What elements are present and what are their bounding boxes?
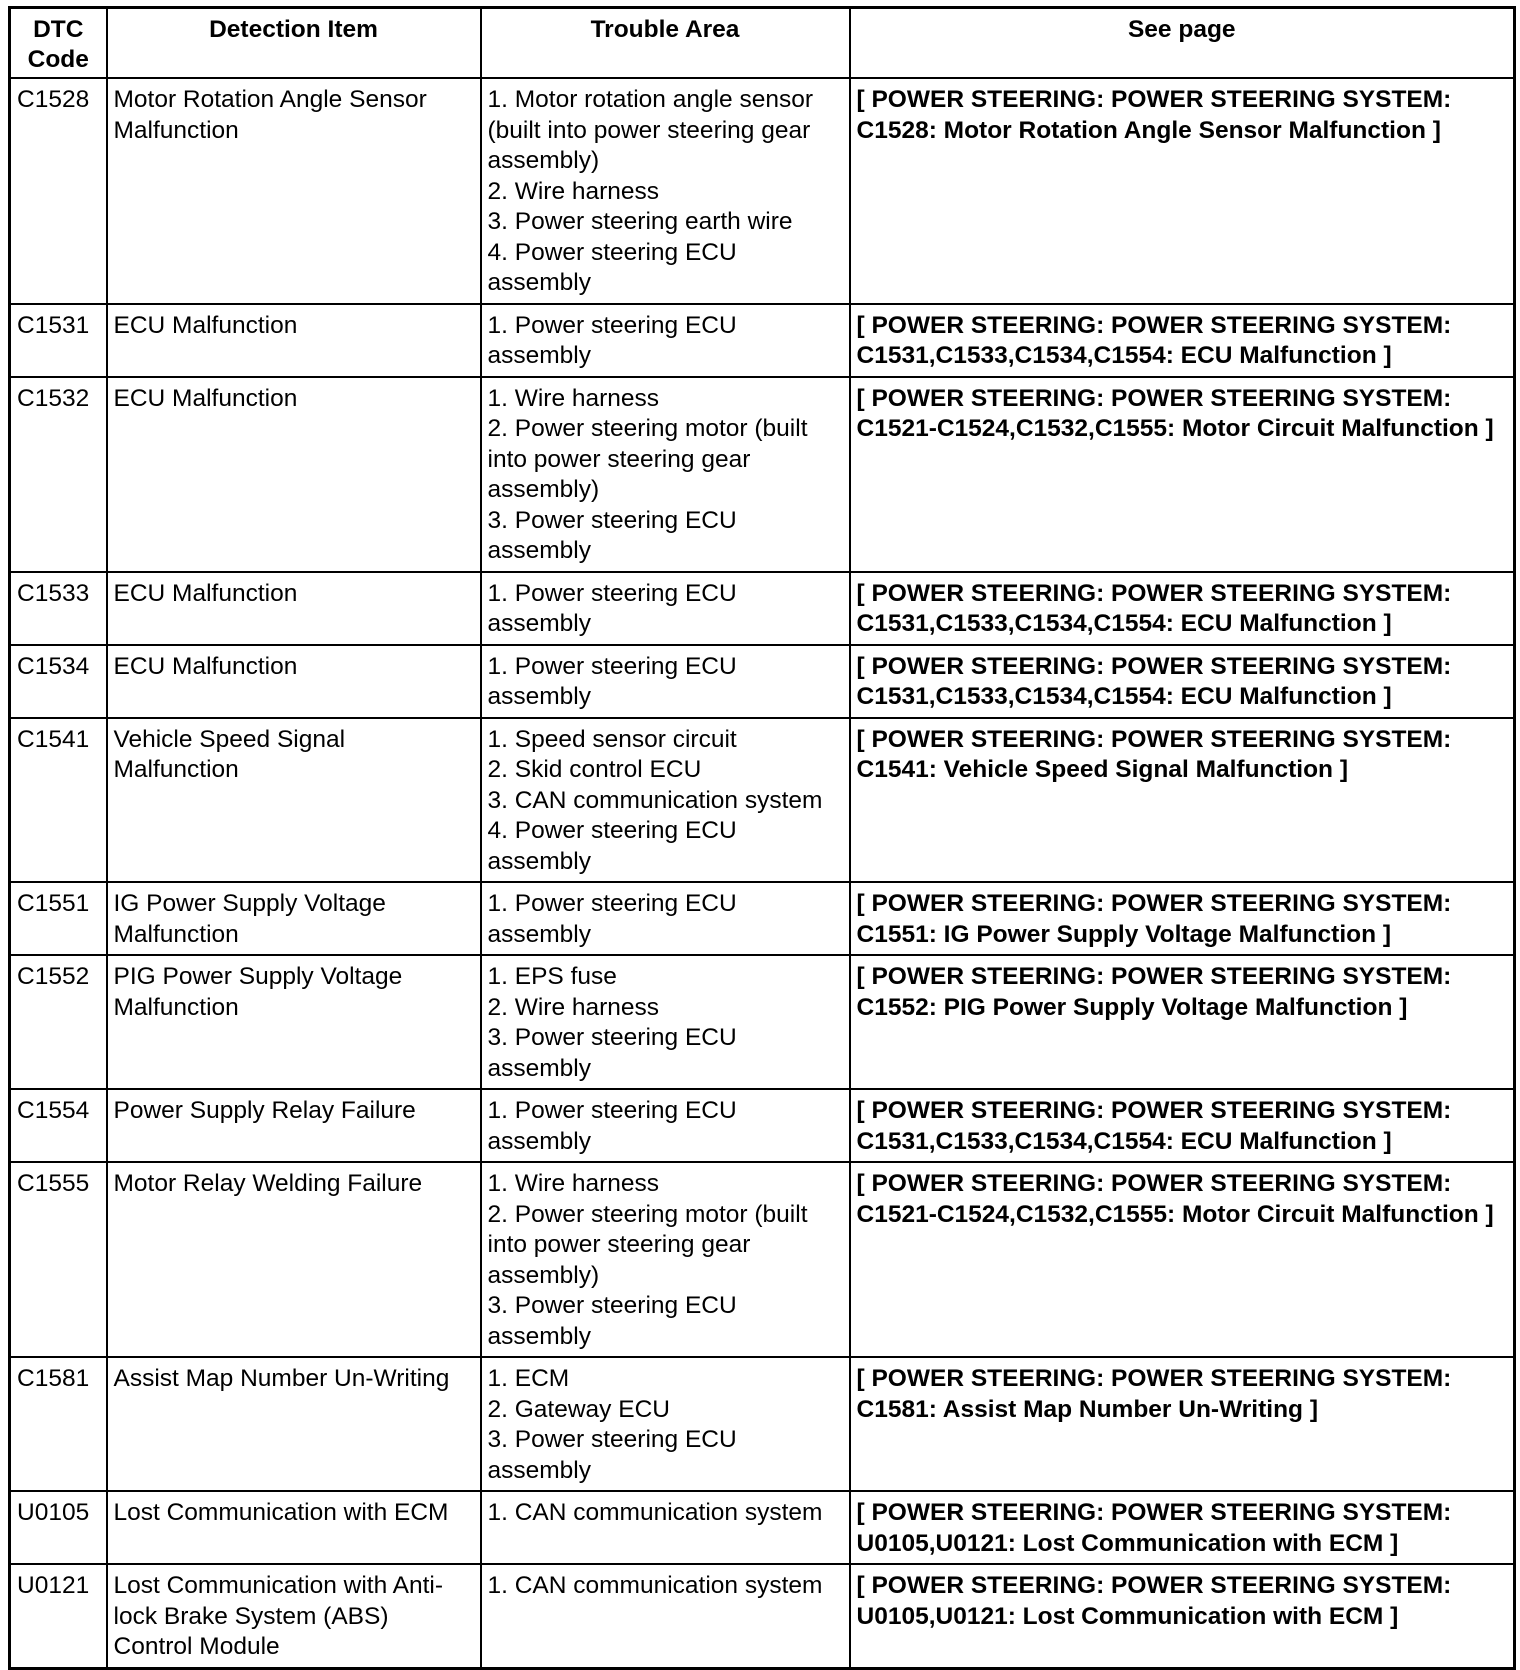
trouble-area-cell	[481, 78, 850, 304]
trouble-area-item: 1. Wire harness	[487, 1170, 660, 1197]
trouble-area-item: 3. Power steering ECU assembly	[487, 506, 737, 564]
detection-item-cell: Lost Communication with ECM	[107, 1491, 481, 1564]
trouble-area-cell	[481, 1564, 850, 1668]
trouble-area-item: 1. Power steering ECU assembly	[487, 1097, 737, 1155]
dtc-code-cell: C1528	[10, 78, 107, 304]
dtc-code-cell: C1552	[10, 955, 107, 1089]
trouble-area-item: 4. Power steering ECU assembly	[487, 238, 737, 296]
trouble-area-cell	[481, 718, 850, 883]
table-row	[10, 572, 1515, 645]
dtc-code-cell: C1554	[10, 1089, 107, 1162]
detection-item-cell: ECU Malfunction	[107, 377, 481, 572]
trouble-area-item: 1. Power steering ECU assembly	[487, 311, 737, 369]
see-page-link[interactable]: [ POWER STEERING: POWER STEERING SYSTEM: C1552: PIG Power Supply Voltage Malfunction ]	[850, 955, 1515, 1089]
see-page-link[interactable]: [ POWER STEERING: POWER STEERING SYSTEM: C1541: Vehicle Speed Signal Malfunction ]	[850, 718, 1515, 883]
detection-item-cell: ECU Malfunction	[107, 572, 481, 645]
trouble-area-item: 1. CAN communication system	[487, 1499, 823, 1526]
see-page-link[interactable]: [ POWER STEERING: POWER STEERING SYSTEM: U0105,U0121: Lost Communication with ECM ]	[850, 1491, 1515, 1564]
trouble-area-item: 2. Wire harness	[487, 177, 660, 205]
table-row	[10, 645, 1515, 718]
table-body	[10, 78, 1515, 1668]
trouble-area-item: 3. CAN communication system	[487, 786, 823, 814]
dtc-table	[8, 6, 1516, 1670]
see-page-link[interactable]: [ POWER STEERING: POWER STEERING SYSTEM: C1581: Assist Map Number Un-Writing ]	[850, 1357, 1515, 1491]
header-see-page: See page	[850, 8, 1515, 79]
header-dtc-code: DTC Code	[10, 8, 107, 79]
detection-item-cell: Vehicle Speed Signal Malfunction	[107, 718, 481, 883]
trouble-area-item: 1. Motor rotation angle sensor (built into power steering gear assembly)	[487, 86, 813, 174]
see-page-link[interactable]: [ POWER STEERING: POWER STEERING SYSTEM: U0105,U0121: Lost Communication with ECM ]	[850, 1564, 1515, 1668]
table-row	[10, 304, 1515, 377]
trouble-area-item: 1. Speed sensor circuit	[487, 725, 737, 753]
detection-item-cell: Lost Communication with Anti-lock Brake System (ABS) Control Module	[107, 1564, 481, 1668]
see-page-link[interactable]: [ POWER STEERING: POWER STEERING SYSTEM: C1551: IG Power Supply Voltage Malfunction ]	[850, 882, 1515, 955]
trouble-area-cell	[481, 377, 850, 572]
header-detection-item: Detection Item	[107, 8, 481, 79]
dtc-code-cell: C1532	[10, 377, 107, 572]
see-page-link[interactable]: [ POWER STEERING: POWER STEERING SYSTEM: C1521-C1524,C1532,C1555: Motor Circuit Malfunction ]	[850, 377, 1515, 572]
dtc-code-cell: C1555	[10, 1162, 107, 1357]
dtc-code-cell: U0121	[10, 1564, 107, 1668]
table-row	[10, 1491, 1515, 1564]
dtc-code-cell: C1551	[10, 882, 107, 955]
detection-item-cell: Power Supply Relay Failure	[107, 1089, 481, 1162]
trouble-area-item: 2. Skid control ECU	[487, 756, 702, 783]
detection-item-cell: Motor Rotation Angle Sensor Malfunction	[107, 78, 481, 304]
table-row	[10, 1357, 1515, 1491]
dtc-code-cell: C1541	[10, 718, 107, 883]
trouble-area-item: 3. Power steering ECU assembly	[487, 1426, 737, 1484]
table-row	[10, 377, 1515, 572]
dtc-code-cell: U0105	[10, 1491, 107, 1564]
see-page-link[interactable]: [ POWER STEERING: POWER STEERING SYSTEM: C1528: Motor Rotation Angle Sensor Malfunction ]	[850, 78, 1515, 304]
dtc-code-cell: C1531	[10, 304, 107, 377]
trouble-area-cell	[481, 1491, 850, 1564]
detection-item-cell: IG Power Supply Voltage Malfunction	[107, 882, 481, 955]
dtc-code-cell: C1581	[10, 1357, 107, 1491]
see-page-link[interactable]: [ POWER STEERING: POWER STEERING SYSTEM: C1531,C1533,C1534,C1554: ECU Malfunction ]	[850, 645, 1515, 718]
trouble-area-item: 4. Power steering ECU assembly	[487, 817, 737, 875]
detection-item-cell: Motor Relay Welding Failure	[107, 1162, 481, 1357]
trouble-area-cell	[481, 645, 850, 718]
trouble-area-item: 3. Power steering earth wire	[487, 208, 793, 235]
trouble-area-cell	[481, 955, 850, 1089]
table-row	[10, 1162, 1515, 1357]
see-page-link[interactable]: [ POWER STEERING: POWER STEERING SYSTEM: C1531,C1533,C1534,C1554: ECU Malfunction ]	[850, 1089, 1515, 1162]
table-header-row	[10, 8, 1515, 79]
see-page-link[interactable]: [ POWER STEERING: POWER STEERING SYSTEM: C1531,C1533,C1534,C1554: ECU Malfunction ]	[850, 572, 1515, 645]
trouble-area-cell	[481, 882, 850, 955]
table-row	[10, 718, 1515, 883]
trouble-area-item: 3. Power steering ECU assembly	[487, 1292, 737, 1350]
table-row	[10, 882, 1515, 955]
trouble-area-item: 2. Gateway ECU	[487, 1395, 670, 1423]
trouble-area-item: 2. Wire harness	[487, 993, 660, 1021]
see-page-link[interactable]: [ POWER STEERING: POWER STEERING SYSTEM: C1531,C1533,C1534,C1554: ECU Malfunction ]	[850, 304, 1515, 377]
trouble-area-item: 1. ECM	[487, 1365, 570, 1392]
trouble-area-item: 1. EPS fuse	[487, 963, 617, 990]
header-trouble-area: Trouble Area	[481, 8, 850, 79]
trouble-area-item: 3. Power steering ECU assembly	[487, 1024, 737, 1082]
trouble-area-item: 1. Power steering ECU assembly	[487, 890, 737, 948]
trouble-area-cell	[481, 572, 850, 645]
table-row	[10, 1564, 1515, 1668]
trouble-area-item: 1. Wire harness	[487, 384, 660, 412]
table-row	[10, 955, 1515, 1089]
dtc-code-cell: C1534	[10, 645, 107, 718]
table-row	[10, 78, 1515, 304]
trouble-area-cell	[481, 304, 850, 377]
see-page-link[interactable]: [ POWER STEERING: POWER STEERING SYSTEM: C1521-C1524,C1532,C1555: Motor Circuit Malfunction ]	[850, 1162, 1515, 1357]
detection-item-cell: Assist Map Number Un-Writing	[107, 1357, 481, 1491]
trouble-area-cell	[481, 1357, 850, 1491]
trouble-area-item: 2. Power steering motor (built into power steering gear assembly)	[487, 1200, 808, 1289]
trouble-area-item: 1. Power steering ECU assembly	[487, 579, 737, 637]
trouble-area-item: 1. Power steering ECU assembly	[487, 652, 737, 710]
trouble-area-cell	[481, 1089, 850, 1162]
dtc-code-cell: C1533	[10, 572, 107, 645]
trouble-area-item: 2. Power steering motor (built into power steering gear assembly)	[487, 415, 808, 503]
table-row	[10, 1089, 1515, 1162]
detection-item-cell: ECU Malfunction	[107, 304, 481, 377]
detection-item-cell: ECU Malfunction	[107, 645, 481, 718]
trouble-area-cell	[481, 1162, 850, 1357]
trouble-area-item: 1. CAN communication system	[487, 1572, 823, 1599]
detection-item-cell: PIG Power Supply Voltage Malfunction	[107, 955, 481, 1089]
